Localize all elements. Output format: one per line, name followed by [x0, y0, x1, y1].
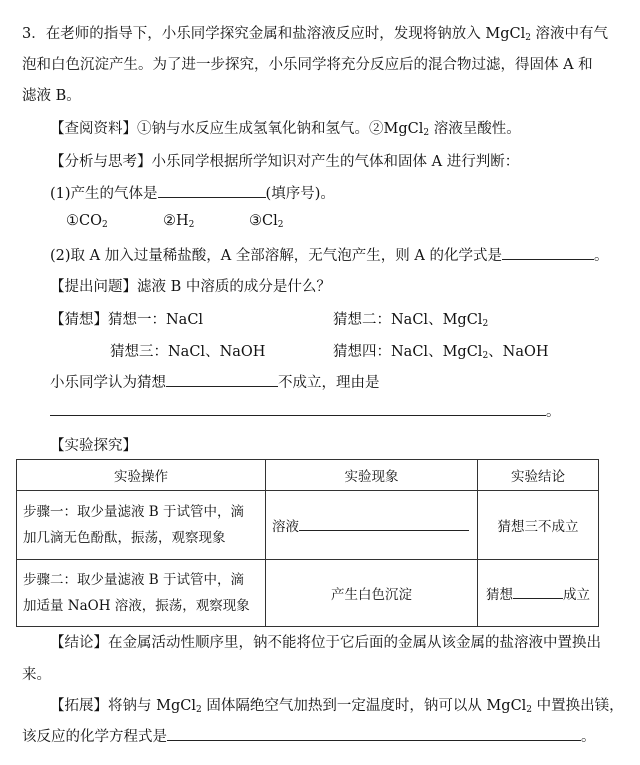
experiment-tag: 【实验探究】 — [50, 438, 137, 454]
step1-operation: 步骤一：取少量滤液 B 于试管中，滴 加几滴无色酚酞，振荡，观察现象 — [17, 491, 266, 560]
step1-phenomenon: 溶液 — [266, 491, 478, 560]
header-phenomenon: 实验现象 — [266, 460, 478, 491]
step2-phenomenon: 产生白色沉淀 — [266, 560, 478, 627]
step1-conclusion: 猜想三不成立 — [478, 491, 599, 560]
question-intro-line3: 滤液 B。 — [22, 88, 81, 104]
header-operation: 实验操作 — [17, 460, 266, 491]
conclusion-line1: 【结论】在金属活动性顺序里，钠不能将位于它后面的金属从该金属的盐溶液中置换出 — [50, 635, 601, 651]
analysis-line: 【分析与思考】小乐同学根据所学知识对产生的气体和固体 A 进行判断： — [50, 154, 520, 170]
question-number: 3． — [22, 26, 46, 42]
q2-answer-blank[interactable] — [502, 245, 594, 260]
hypothesis-2: 猜想二：NaCl、MgCl$_2$ — [333, 312, 489, 329]
option-3: $③Cl_2$ — [249, 213, 284, 230]
header-conclusion: 实验结论 — [478, 460, 599, 491]
extension-line2: 该反应的化学方程式是 。 — [22, 725, 596, 746]
conclusion-tag: 【结论】 — [50, 635, 108, 651]
question-intro-line2: 泡和白色沉淀产生。为了进一步探究，小乐同学将充分反应后的混合物过滤，得固体 A 和 — [22, 57, 593, 73]
hypothesis-1: 【猜想】猜想一：NaCl — [50, 312, 204, 328]
references-tag: 【查阅资料】 — [50, 121, 137, 137]
table-row — [17, 560, 599, 627]
extension-line1: 【拓展】将钠与 MgCl$_2$ 固体隔绝空气加热到一定温度时，钠可以从 MgCl$_2$ 中置换出镁， — [50, 698, 624, 715]
q1-answer-blank[interactable] — [158, 183, 266, 198]
reason-blank[interactable] — [50, 401, 546, 416]
q1-line: (1)产生的气体是 (填序号)。 — [50, 182, 335, 203]
step2-operation: 步骤二：取少量滤液 B 于试管中，滴 加适量 NaOH 溶液，振荡，观察现象 — [17, 560, 266, 627]
option-2: $②H_2$ — [163, 213, 195, 230]
step2-conclusion: 猜想 成立 — [478, 560, 599, 627]
analysis-tag: 【分析与思考】 — [50, 154, 152, 170]
hypothesis-3: 猜想三：NaCl、NaOH — [110, 344, 266, 360]
step2-conclusion-blank[interactable] — [513, 584, 563, 599]
question-raise-line: 【提出问题】滤液 B 中溶质的成分是什么？ — [50, 279, 331, 295]
step1-phenomenon-blank[interactable] — [299, 516, 469, 531]
hypotheses-tag: 【猜想】 — [50, 312, 108, 328]
table-header-row — [17, 460, 599, 491]
equation-blank[interactable] — [167, 726, 581, 741]
claim-hypothesis-blank[interactable] — [166, 372, 278, 387]
question-raise-tag: 【提出问题】 — [50, 279, 137, 295]
hypothesis-claim-line: 小乐同学认为猜想 不成立，理由是 — [50, 371, 380, 392]
conclusion-line2: 来。 — [22, 667, 51, 683]
question-intro-line1: 3．在老师的指导下，小乐同学探究金属和盐溶液反应时，发现将钠放入 MgCl$_2$ 溶液中有气 — [22, 26, 609, 43]
option-1: $①CO_2$ — [66, 213, 108, 230]
hypothesis-4: 猜想四：NaCl、MgCl$_2$、NaOH — [333, 344, 549, 361]
q2-line: (2)取 A 加入过量稀盐酸，A 全部溶解，无气泡产生，则 A 的化学式是 。 — [50, 244, 609, 265]
extension-tag: 【拓展】 — [50, 698, 108, 714]
table-row — [17, 491, 599, 560]
experiment-table — [16, 459, 599, 627]
reason-line: 。 — [50, 400, 561, 421]
references-line: 【查阅资料】①钠与水反应生成氢氧化钠和氢气。②MgCl$_2$ 溶液呈酸性。 — [50, 121, 521, 138]
